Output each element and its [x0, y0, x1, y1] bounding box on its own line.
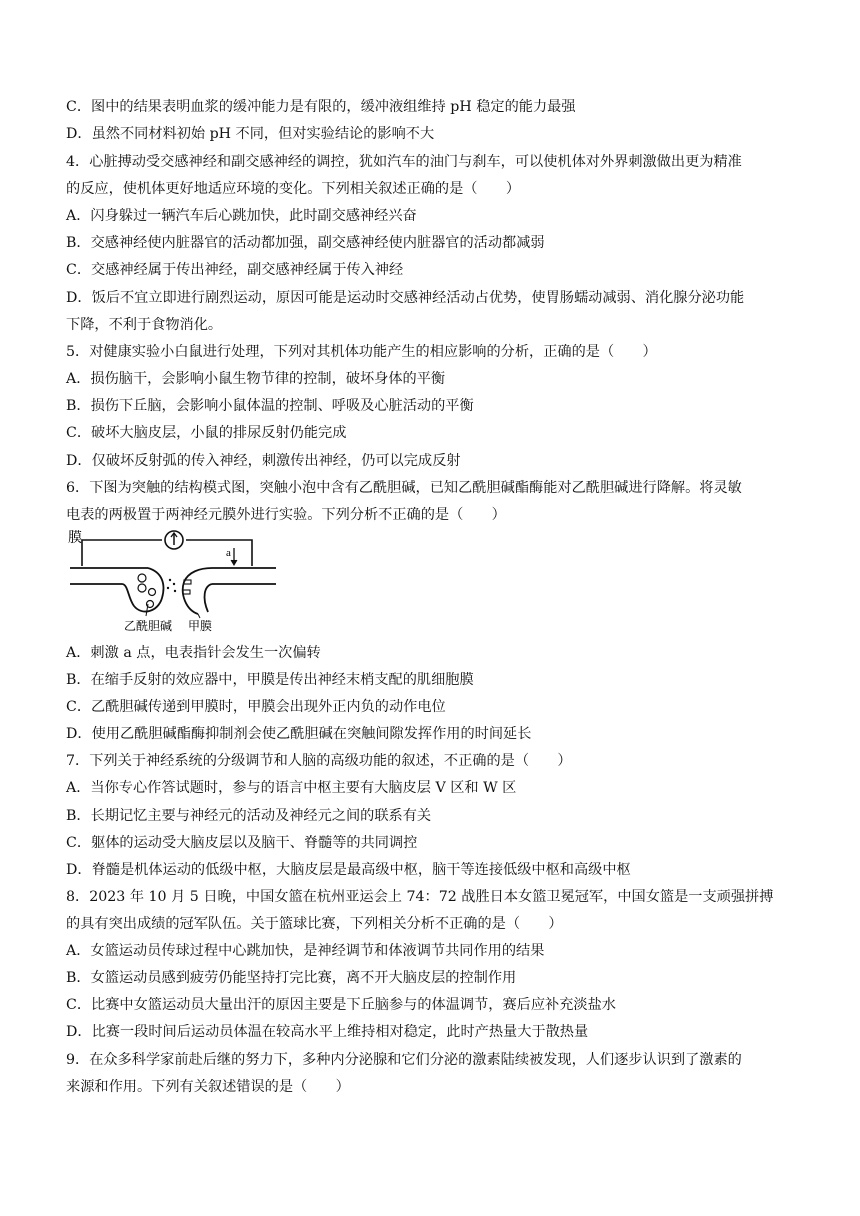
q3-option-d: D．虽然不同材料初始 pH 不同，但对实验结论的影响不大 [66, 126, 435, 142]
q6-option-d: D．使用乙酰胆碱酯酶抑制剂会使乙酰胆碱在突触间隙发挥作用的时间延长 [66, 726, 532, 742]
q4-stem-line1: 4．心脏搏动受交感神经和副交感神经的调控，犹如汽车的油门与刹车，可以使机体对外界刺激做出更为精准 [66, 154, 742, 170]
q8-option-c: C．比赛中女篮运动员大量出汗的原因主要是下丘脑参与的体温调节，赛后应补充淡盐水 [66, 997, 616, 1013]
q4-option-b: B．交感神经使内脏器官的活动都加强，副交感神经使内脏器官的活动都减弱 [66, 235, 545, 251]
q4-option-d-line2: 下降，不利于食物消化。 [66, 317, 223, 333]
q7-option-c: C．躯体的运动受大脑皮层以及脑干、脊髓等的共同调控 [66, 835, 418, 851]
q5-stem: 5．对健康实验小白鼠进行处理，下列对其机体功能产生的相应影响的分析，正确的是（ ） [66, 344, 657, 360]
q8-option-b: B．女篮运动员感到疲劳仍能坚持打完比赛，离不开大脑皮层的控制作用 [66, 970, 517, 986]
q5-option-b: B．损伤下丘脑，会影响小鼠体温的控制、呼吸及心脏活动的平衡 [66, 398, 474, 414]
figure-label-point-a: a [226, 547, 231, 559]
q6-option-b: B．在缩手反射的效应器中，甲膜是传出神经末梢支配的肌细胞膜 [66, 672, 474, 688]
q4-stem-line2: 的反应，使机体更好地适应环境的变化。下列相关叙述正确的是（ ） [66, 181, 521, 197]
q6-stem-line2: 电表的两极置于两神经元膜外进行实验。下列分析不正确的是（ ） [66, 507, 506, 523]
figure-label-membrane: 膜 [68, 529, 82, 545]
q4-option-c: C．交感神经属于传出神经，副交感神经属于传入神经 [66, 262, 404, 278]
q3-option-c: C．图中的结果表明血浆的缓冲能力是有限的，缓冲液组维持 pH 稳定的能力最强 [66, 99, 576, 115]
q8-stem-line1: 8．2023 年 10 月 5 日晚，中国女篮在杭州亚运会上 74：72 战胜日本女篮卫冕冠军，中国女篮是一支顽强拼搏 [66, 889, 774, 905]
figure-label-ach: 乙酰胆碱 [124, 619, 173, 633]
q5-option-c: C．破坏大脑皮层，小鼠的排尿反射仍能完成 [66, 425, 347, 441]
q8-stem-line2: 的具有突出成绩的冠军队伍。关于篮球比赛，下列相关分析不正确的是（ ） [66, 916, 563, 932]
q8-option-a: A．女篮运动员传球过程中心跳加快，是神经调节和体液调节共同作用的结果 [66, 943, 545, 959]
q7-option-b: B．长期记忆主要与神经元的活动及神经元之间的联系有关 [66, 808, 432, 824]
q9-stem-line1: 9．在众多科学家前赴后继的努力下，多种内分泌腺和它们分泌的激素陆续被发现，人们逐步认识到了激素的 [66, 1052, 742, 1068]
q9-stem-line2: 来源和作用。下列有关叙述错误的是（ ） [66, 1079, 350, 1095]
q7-stem: 7．下列关于神经系统的分级调节和人脑的高级功能的叙述，不正确的是（ ） [66, 753, 572, 769]
q7-option-a: A．当你专心作答试题时，参与的语言中枢主要有大脑皮层 V 区和 W 区 [66, 780, 517, 796]
galvanometer-icon [165, 531, 183, 549]
q7-option-d: D．脊髓是机体运动的低级中枢，大脑皮层是最高级中枢，脑干等连接低级中枢和高级中枢 [66, 862, 631, 878]
q8-option-d: D．比赛一段时间后运动员体温在较高水平上维持相对稳定，此时产热量大于散热量 [66, 1024, 589, 1040]
figure-label-jia: 甲膜 [188, 619, 213, 633]
synapse-diagram [62, 528, 284, 634]
q4-option-a: A．闪身躲过一辆汽车后心跳加快，此时副交感神经兴奋 [66, 208, 417, 224]
q6-option-a: A．刺激 a 点，电表指针会发生一次偏转 [66, 645, 321, 661]
q6-stem-line1: 6．下图为突触的结构模式图，突触小泡中含有乙酰胆碱，已知乙酰胆碱酯酶能对乙酰胆碱进行降解。将灵敏 [66, 480, 742, 496]
q4-option-d-line1: D．饭后不宜立即进行剧烈运动，原因可能是运动时交感神经活动占优势，使胃肠蠕动减弱、消化腺分泌功能 [66, 290, 745, 306]
q5-option-d: D．仅破坏反射弧的传入神经，刺激传出神经，仍可以完成反射 [66, 453, 461, 469]
q6-option-c: C．乙酰胆碱传递到甲膜时，甲膜会出现外正内负的动作电位 [66, 699, 446, 715]
q5-option-a: A．损伤脑干，会影响小鼠生物节律的控制，破坏身体的平衡 [66, 371, 446, 387]
